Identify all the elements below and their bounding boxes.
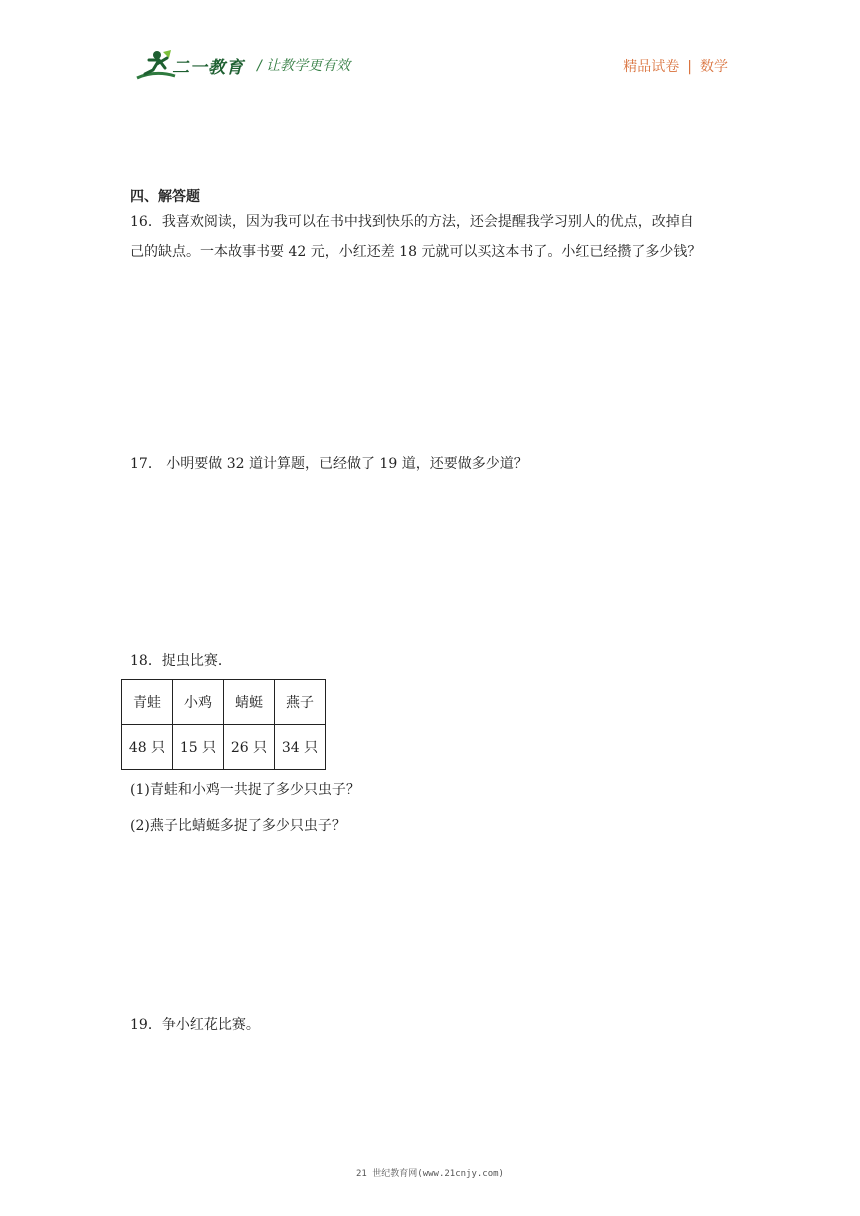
table-cell: 26 只 (224, 725, 275, 770)
tag-premium-paper: 精品试卷 (623, 59, 680, 75)
slogan: / 让教学更有效 (257, 58, 351, 74)
table-cell: 48 只 (122, 725, 173, 770)
question-16-line-2: 己的缺点。一本故事书要 42 元，小红还差 18 元就可以买这本书了。小红已经攒了多少钱？ (130, 244, 702, 260)
table-header-row (122, 680, 326, 725)
tag-separator: | (687, 59, 692, 75)
page-footer: 21 世纪教育网(www.21cnjy.com) (356, 1169, 504, 1179)
table-cell: 燕子 (275, 680, 326, 725)
table-cell: 小鸡 (173, 680, 224, 725)
question-18-part-1: (1)青蛙和小鸡一共捉了多少只虫子？ (130, 782, 360, 798)
table-cell: 34 只 (275, 725, 326, 770)
question-18-part-2: (2)燕子比蜻蜓多捉了多少只虫子？ (130, 818, 346, 834)
question-16-line-1: 16．我喜欢阅读，因为我可以在书中找到快乐的方法，还会提醒我学习别人的优点，改掉自 (130, 214, 694, 230)
section-title: 四、解答题 (130, 189, 200, 205)
question-16 (130, 207, 701, 267)
table-value-row (122, 725, 326, 770)
table-cell: 青蛙 (122, 680, 173, 725)
bug-catching-table (121, 679, 326, 770)
table-cell: 15 只 (173, 725, 224, 770)
question-18: 18．捉虫比赛． (130, 653, 232, 669)
question-19: 19．争小红花比赛。 (130, 1017, 260, 1033)
brand-name: 二一教育 (172, 58, 244, 78)
header-tag (623, 56, 728, 76)
table-cell: 蜻蜓 (224, 680, 275, 725)
question-17: 17． 小明要做 32 道计算题，已经做了 19 道，还要做多少道？ (130, 456, 528, 472)
tag-subject: 数学 (700, 59, 728, 75)
page-header (0, 0, 860, 100)
